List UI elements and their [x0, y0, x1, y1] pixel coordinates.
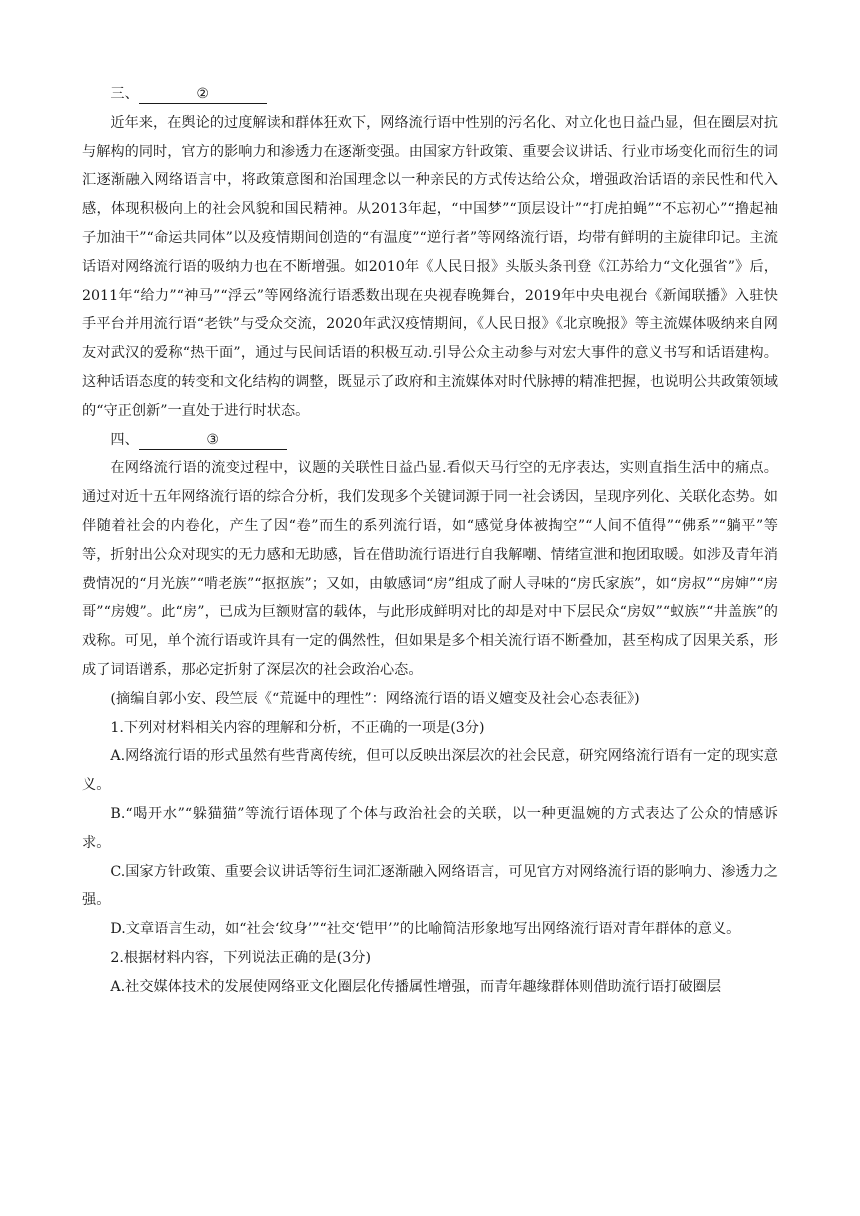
section-3-prefix: 三、 — [110, 86, 139, 102]
source-citation: (摘编自郭小安、段竺辰《“荒诞中的理性”：网络流行语的语义嬗变及社会心态表征》) — [110, 690, 640, 707]
document-body — [82, 80, 778, 1002]
paragraph-section-4: 在网络流行语的流变过程中，议题的关联性日益凸显.看似天马行空的无序表达，实则直指生活中的痛点。通过对近十五年网络流行语的综合分析，我们发现多个关键词源于同一社会诱因，呈现序列化、关联化态势。如伴随着社会的内卷化，产生了因“卷”而生的系列流行语，如“感觉身体被掏空”“人间不值得”“佛系”“躺平”等等，折射出公众对现实的无力感和无助感，旨在借助流行语进行自我解嘲、情绪宣泄和抱团取暖。如涉及青年消费情况的“月光族”“啃老族”“抠抠族”；又如，由敏感词“房”组成了耐人寻味的“房氏家族”，如“房叔”“房婶”“房哥”“房嫂”。此“房”，已成为巨额财富的载体，与此形成鲜明对比的却是对中下层民众“房奴”“蚁族”“井盖族”的戏称。可见，单个流行语或许具有一定的偶然性，但如果是多个相关流行语不断叠加，甚至构成了因果关系，形成了词语谱系，那必定折射了深层次的社会政治心态。 — [82, 460, 778, 678]
section-4-heading — [82, 426, 778, 455]
section-3-heading — [82, 80, 778, 109]
answer-blank-2-label: ② — [196, 86, 210, 102]
question-2-stem: 2.根据材料内容，下列说法正确的是(3分) — [110, 949, 372, 966]
answer-blank-3 — [139, 431, 287, 450]
section-4-prefix: 四、 — [110, 431, 139, 448]
question-1-option-b: B.“喝开水”“躲猫猫”等流行语体现了个体与政治社会的关联，以一种更温婉的方式表达了公众的情感诉求。 — [82, 805, 778, 851]
question-1-option-c: C.国家方针政策、重要会议讲话等衍生词汇逐渐融入网络语言，可见官方对网络流行语的影响力、渗透力之强。 — [82, 863, 778, 909]
answer-blank-2 — [139, 85, 267, 104]
answer-blank-3-label: ③ — [206, 431, 220, 448]
question-1-stem: 1.下列对材料相关内容的理解和分析，不正确的一项是(3分) — [110, 719, 485, 736]
question-1-option-a: A.网络流行语的形式虽然有些背离传统，但可以反映出深层次的社会民意，研究网络流行语有一定的现实意义。 — [82, 748, 778, 794]
question-1-option-d: D.文章语言生动，如“社会‘纹身’”“社交‘铠甲’”的比喻简洁形象地写出网络流行语对青年群体的意义。 — [110, 921, 741, 938]
paragraph-section-3: 近年来，在舆论的过度解读和群体狂欢下，网络流行语中性别的污名化、对立化也日益凸显，但在圈层对抗与解构的同时，官方的影响力和渗透力在逐渐变强。由国家方针政策、重要会议讲话、行业市场变化而衍生的词汇逐渐融入网络语言中，将政策意图和治国理念以一种亲民的方式传达给公众，增强政治话语的亲民性和代入感，体现积极向上的社会风貌和国民精神。从2013年起，“中国梦”“顶层设计”“打虎拍蝇”“不忘初心”“撸起袖子加油干”“命运共同体”以及疫情期间创造的“有温度”“逆行者”等网络流行语，均带有鲜明的主旋律印记。主流话语对网络流行语的吸纳力也在不断增强。如2010年《人民日报》头版头条刊登《江苏给力“文化强省”》后，2011年“给力”“神马”“浮云”等网络流行语悉数出现在央视春晚舞台，2019年中央电视台《新闻联播》入驻快手平台并用流行语“老铁”与受众交流，2020年武汉疫情期间，《人民日报》《北京晚报》等主流媒体吸纳来自网友对武汉的爱称“热干面”，通过与民间话语的积极互动.引导公众主动参与对宏大事件的意义书写和话语建构。这种话语态度的转变和文化结构的调整，既显示了政府和主流媒体对时代脉搏的精准把握，也说明公共政策领域的“守正创新”一直处于进行时状态。 — [82, 114, 778, 419]
question-2-option-a: A.社交媒体技术的发展使网络亚文化圈层化传播属性增强，而青年趣缘群体则借助流行语打破圈层 — [110, 978, 722, 995]
